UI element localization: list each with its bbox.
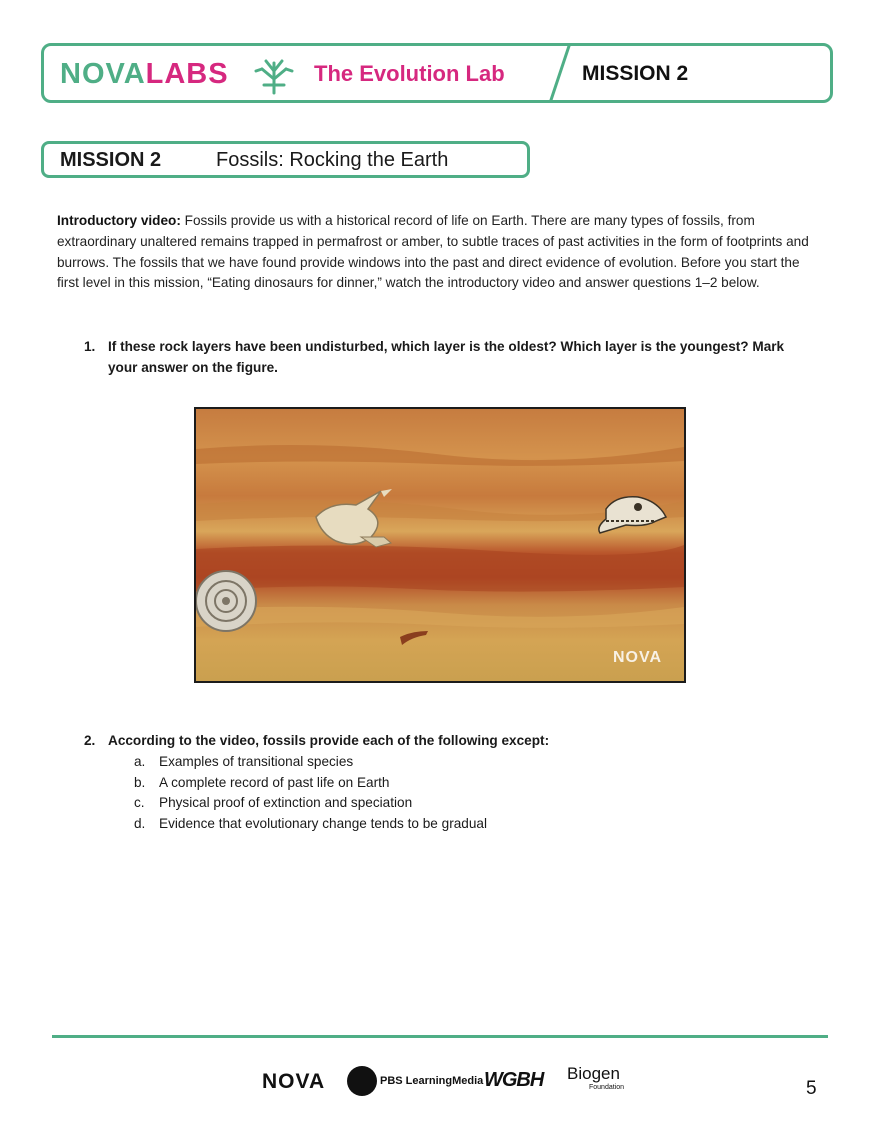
option-text: Evidence that evolutionary change tends to be gradual — [159, 816, 487, 832]
header-mission-label: MISSION 2 — [582, 62, 689, 85]
option-letter: d. — [134, 816, 146, 832]
rock-layers-figure[interactable] — [194, 407, 686, 683]
option-letter: a. — [134, 753, 146, 769]
option-text: Physical proof of extinction and speciation — [159, 795, 413, 811]
intro-label: Introductory video: — [57, 213, 181, 228]
pbs-learningmedia-logo: PBS LearningMedia — [380, 1075, 484, 1087]
nova-labs-logo — [60, 58, 229, 91]
wgbh-logo: WGBH — [484, 1069, 544, 1091]
option-letter: c. — [134, 795, 145, 811]
option-text: Examples of transitional species — [159, 753, 354, 769]
option-letter: b. — [134, 774, 146, 790]
answer-option-d[interactable] — [134, 814, 804, 835]
ammonite-fossil — [196, 571, 256, 631]
mission-title: Fossils: Rocking the Earth — [216, 149, 449, 171]
answer-option-b[interactable] — [134, 773, 804, 794]
logo-nova-text: NOVA — [60, 58, 146, 90]
pbs-head-icon — [347, 1066, 377, 1096]
lab-title: The Evolution Lab — [314, 61, 505, 86]
intro-text: Fossils provide us with a historical record of life on Earth. There are many types of fossils, from extraordinary unaltered remains trapped in permafrost or amber, to subtle traces of past activities in the form of footprints and burrows. The fossils that we have found provide windows into the past and direct evidence of evolution. Before you start the first level in this mission, “Eating dinosaurs for dinner,” watch the introductory video and answer questions 1–2 below. — [57, 213, 809, 291]
question-1 — [84, 337, 804, 379]
answer-options — [84, 752, 804, 835]
mission-title-box — [41, 141, 530, 178]
rock-layers-illustration — [196, 409, 684, 681]
option-text: A complete record of past life on Earth — [159, 774, 390, 790]
logo-labs-text: LABS — [145, 58, 229, 90]
intro-paragraph — [57, 211, 817, 294]
question-1-text: If these rock layers have been undisturbed, which layer is the oldest? Which layer is the youngest? Mark your answer on the figure. — [108, 339, 785, 375]
nova-watermark: NOVA — [612, 649, 662, 666]
answer-option-c[interactable] — [134, 793, 804, 814]
tree-icon — [252, 55, 296, 95]
mission-label: MISSION 2 — [60, 149, 162, 171]
header-divider — [544, 43, 574, 103]
question-1-number: 1. — [84, 339, 96, 354]
question-2 — [84, 731, 804, 835]
biogen-logo: Biogen — [567, 1064, 620, 1083]
biogen-foundation-text: Foundation — [589, 1084, 625, 1091]
nova-logo: NOVA — [262, 1070, 326, 1093]
header-bar — [41, 43, 833, 103]
question-2-number: 2. — [84, 733, 96, 748]
footer-divider — [52, 1035, 828, 1038]
answer-option-a[interactable] — [134, 752, 804, 773]
page-number: 5 — [806, 1078, 817, 1099]
question-2-text: According to the video, fossils provide each of the following except: — [108, 733, 550, 748]
